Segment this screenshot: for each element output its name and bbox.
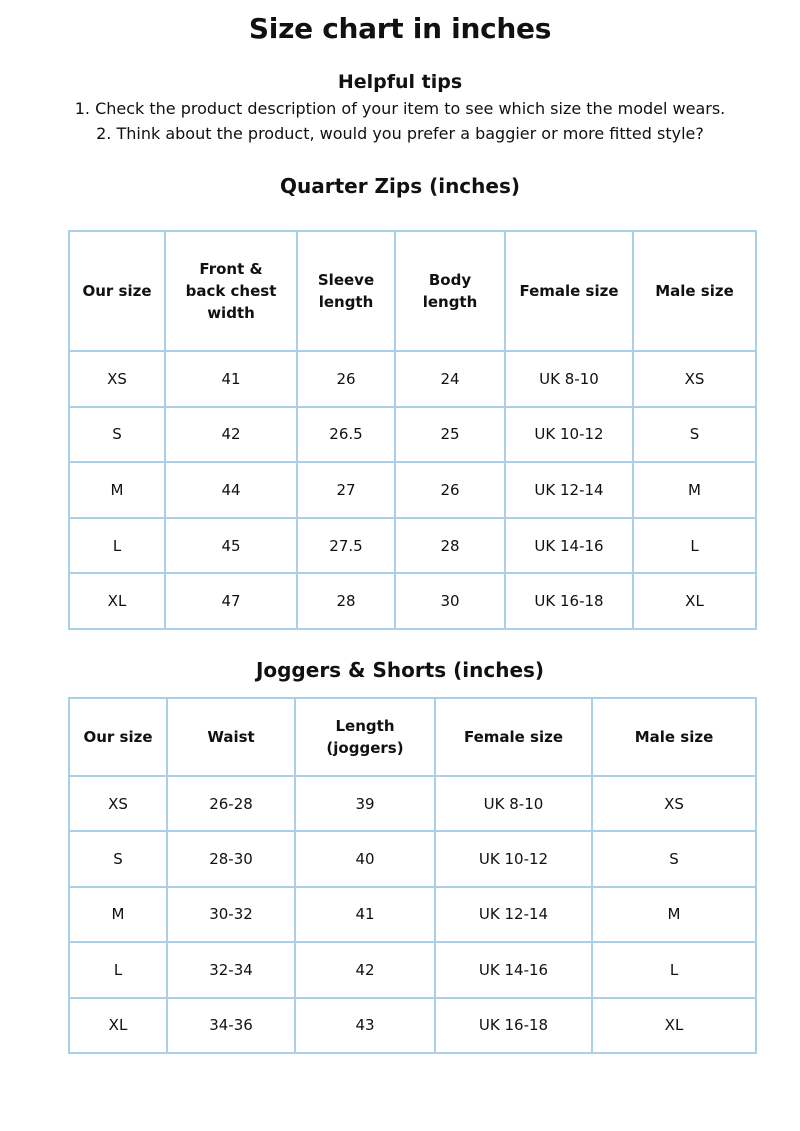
table-cell: 26: [297, 351, 395, 407]
table-row: [69, 942, 756, 997]
table-cell: 28: [297, 573, 395, 629]
table-cell: S: [69, 831, 167, 886]
table-cell: 44: [165, 462, 297, 518]
table-row: [69, 462, 756, 518]
table-cell: XS: [592, 776, 756, 831]
table-cell: UK 14-16: [435, 942, 592, 997]
column-header: Waist: [167, 698, 295, 776]
table-cell: 24: [395, 351, 505, 407]
table-cell: 26-28: [167, 776, 295, 831]
column-header: Our size: [69, 231, 165, 351]
column-header: Body length: [395, 231, 505, 351]
column-header: Female size: [505, 231, 633, 351]
table-cell: UK 8-10: [505, 351, 633, 407]
table-cell: 28-30: [167, 831, 295, 886]
table-cell: L: [69, 942, 167, 997]
table-row: [69, 887, 756, 942]
table-cell: L: [69, 518, 165, 574]
column-header: Our size: [69, 698, 167, 776]
quarter-zips-table: [68, 230, 757, 630]
table-row: [69, 518, 756, 574]
table-cell: 42: [165, 407, 297, 463]
column-header: Male size: [592, 698, 756, 776]
table-cell: XL: [69, 573, 165, 629]
table-cell: XS: [69, 351, 165, 407]
table-cell: 26: [395, 462, 505, 518]
column-header: Male size: [633, 231, 756, 351]
table-cell: 27: [297, 462, 395, 518]
table-cell: UK 16-18: [435, 998, 592, 1053]
table-cell: 27.5: [297, 518, 395, 574]
table-cell: S: [592, 831, 756, 886]
table-cell: S: [69, 407, 165, 463]
table-cell: 26.5: [297, 407, 395, 463]
table-cell: UK 16-18: [505, 573, 633, 629]
table-cell: XS: [69, 776, 167, 831]
table-cell: 34-36: [167, 998, 295, 1053]
table-row: [69, 998, 756, 1053]
page-title: Size chart in inches: [248, 12, 552, 45]
table-cell: 41: [295, 887, 435, 942]
table-cell: UK 10-12: [435, 831, 592, 886]
table-cell: 41: [165, 351, 297, 407]
table-cell: UK 12-14: [505, 462, 633, 518]
table-cell: UK 10-12: [505, 407, 633, 463]
table-cell: UK 12-14: [435, 887, 592, 942]
table-cell: 47: [165, 573, 297, 629]
table-cell: L: [633, 518, 756, 574]
table-cell: 30-32: [167, 887, 295, 942]
quarter-zips-heading: Quarter Zips (inches): [279, 174, 521, 198]
joggers-shorts-table: [68, 697, 757, 1054]
tip-item: 1. Check the product description of your item to see which size the model wears.: [74, 99, 726, 118]
table-header-row: [69, 698, 756, 776]
table-row: [69, 831, 756, 886]
joggers-shorts-heading: Joggers & Shorts (inches): [255, 658, 545, 682]
table-cell: 28: [395, 518, 505, 574]
column-header: Length (joggers): [295, 698, 435, 776]
table-cell: L: [592, 942, 756, 997]
table-row: [69, 407, 756, 463]
table-cell: M: [633, 462, 756, 518]
table-row: [69, 351, 756, 407]
table-cell: 42: [295, 942, 435, 997]
table-cell: XS: [633, 351, 756, 407]
table-cell: 25: [395, 407, 505, 463]
table-cell: XL: [633, 573, 756, 629]
table-cell: M: [592, 887, 756, 942]
table-cell: 32-34: [167, 942, 295, 997]
table-cell: UK 14-16: [505, 518, 633, 574]
table-row: [69, 573, 756, 629]
table-cell: 45: [165, 518, 297, 574]
column-header: Sleeve length: [297, 231, 395, 351]
table-cell: 30: [395, 573, 505, 629]
column-header: Female size: [435, 698, 592, 776]
tip-item: 2. Think about the product, would you prefer a baggier or more fitted style?: [96, 124, 704, 143]
table-cell: 39: [295, 776, 435, 831]
table-row: [69, 776, 756, 831]
table-cell: UK 8-10: [435, 776, 592, 831]
column-header: Front & back chest width: [165, 231, 297, 351]
table-cell: XL: [69, 998, 167, 1053]
table-cell: 40: [295, 831, 435, 886]
tips-heading: Helpful tips: [337, 71, 463, 93]
table-cell: M: [69, 462, 165, 518]
table-cell: S: [633, 407, 756, 463]
table-cell: M: [69, 887, 167, 942]
table-cell: XL: [592, 998, 756, 1053]
table-header-row: [69, 231, 756, 351]
table-cell: 43: [295, 998, 435, 1053]
